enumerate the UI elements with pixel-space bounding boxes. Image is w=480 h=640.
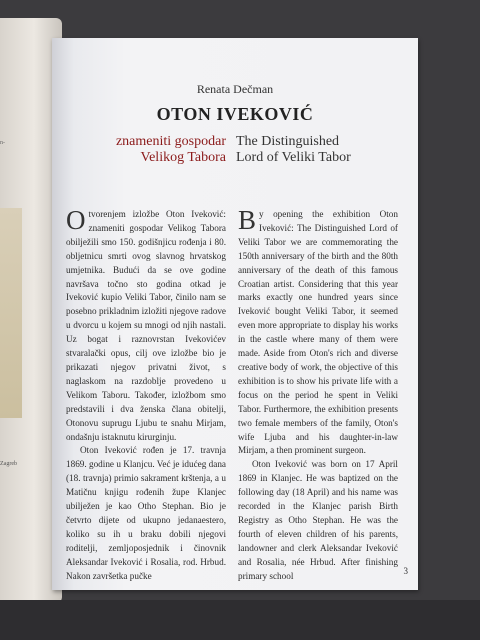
croatian-paragraph-2: Oton Iveković rođen je 17. travnja 1869. godine u Klanjcu. Već je idućeg dana (18. travnja) primio sakrament krštenja, a u Matičnu knjigu rođenih župe Klanjec ubilježen je kao Otho Stephan. Bio je četvrto dijete od ukupno jedanaestero, koliko su ih u braku dobili njegovi roditelji, zemljoposjednik i činovnik Aleksandar Iveković i Rosalia, rod. Hrbud. Nakon završetka pučke (66, 445, 226, 581)
author-name: Renata Dečman (196, 82, 274, 96)
english-paragraph-1 (238, 205, 398, 458)
subtitle-croatian (116, 134, 226, 166)
left-page-caption: n- (0, 140, 5, 146)
croatian-dropcap: O (66, 205, 86, 235)
subtitle-croatian-line-2: Velikog Tabora (140, 150, 226, 165)
subtitle-english-line-1: The Distinguished (236, 134, 340, 149)
left-page-caption-2: Zagreb (0, 461, 17, 467)
page-title: OTON IVEKOVIĆ (156, 104, 314, 124)
page-number: 3 (403, 566, 408, 576)
english-paragraph-2: Oton Iveković was born on 17 April 1869 in Klanjec. He was baptized on the following day (18 April) and his name was recorded in the Klanjec parish Birth Registry as Otho Stephan. He was the fourth of eleven children of his parents, landowner and clerk Aleksandar Iveković and Rosalia, née Hrbud. After finishing primary school (238, 459, 398, 581)
english-dropcap: B (238, 205, 257, 235)
booklet-page (52, 38, 418, 590)
croatian-text-column (66, 205, 226, 583)
croatian-paragraph-1 (66, 205, 226, 444)
croatian-paragraph-1-text: tvorenjem izložbe Oton Iveković: znameniti gospodar Velikog Tabora obilježili smo 150. godišnjicu rođenja i 80. obljetnicu smrti ovog slavnog hrvatskog umjetnika. Budući da se ove godine navršava točno sto godina otkad je Iveković kupio Veliki Tabor, činilo nam se posebno prikladnim izložiti njegove radove u dvorcu u kojem su mnogi od njih nastali. Uz bogat i raznovrstan Ivekovićev stvaralački opus, cilj ove izložbe bio je prikazati njegov privatni život, s naglaskom na razdoblje provedeno u Velikom Taboru. Također, izložbom smo predstavili i dva ženska člana obitelji, Otonovu suprugu Ljubu te snahu Mirjam, ondašnju istaknutu kirurginju. (66, 209, 226, 442)
left-page-illustration (0, 208, 22, 418)
subtitle-english (236, 134, 351, 166)
subtitle-english-line-2: Lord of Veliki Tabor (236, 150, 351, 165)
english-text-column (238, 205, 398, 583)
table-surface (0, 600, 480, 640)
subtitle-croatian-line-1: znameniti gospodar (115, 134, 226, 149)
english-paragraph-1-text: y opening the exhibition Oton Iveković: The Distinguished Lord of Veliki Tabor we are commemorating the 150th anniversary of the birth and the 80th anniversary of the death of this famous Croatian artist. Considering that this year marks exactly one hundred years since Iveković bought Veliki Tabor, it seemed even more appropriate to display his works in the castle where many of them were made. Aside from Oton's rich and diverse creative body of work, the objective of this exhibition is to show his private life with a focus on the period he spent in Veliki Tabor. Furthermore, the exhibition presents two female members of the family, Oton's wife Ljuba and his daughter-in-law Mirjam, a then prominent surgeon. (238, 209, 398, 456)
